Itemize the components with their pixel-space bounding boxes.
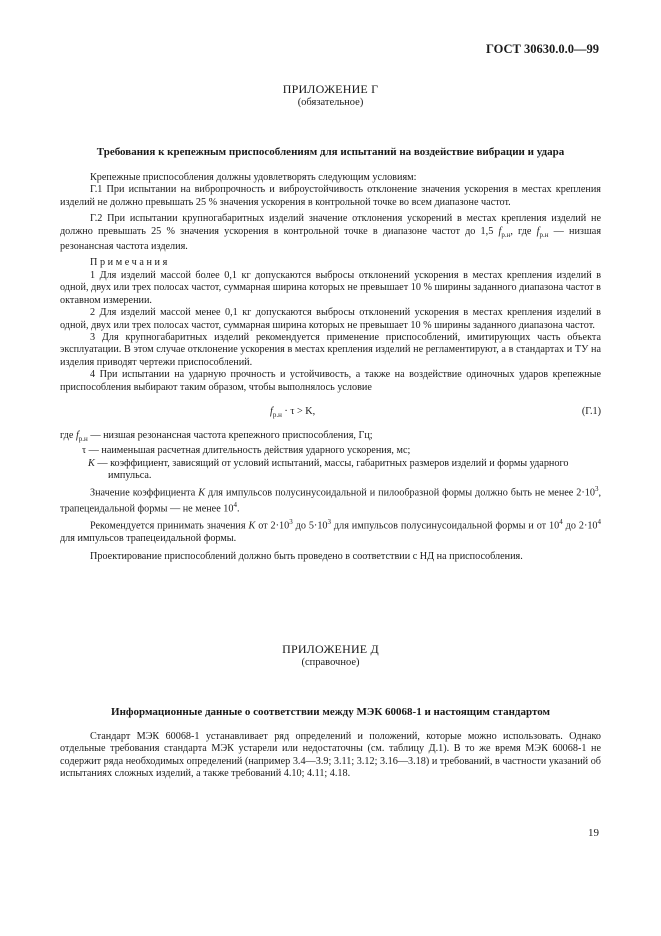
annex-d-title: ПРИЛОЖЕНИЕ Д — [282, 642, 379, 656]
annex-d-heading: Информационные данные о соответствии между МЭК 60068-1 и настоящим стандартом — [111, 706, 550, 718]
note-3: 3 Для крупногабаритных изделий рекомендуется применение приспособлений, имитирующих часть объекта эксплуатации. В этом случае отклонение ускорения в местах крепления изделий не регламентируют, а в стандартах и ТУ на изделия приводят чертежи приспособлений. — [60, 331, 601, 368]
clause-g1: Г.1 При испытании на вибропрочность и виброустойчивость отклонение значения ускорения в местах крепления изделий не должно превышать 25 % значения ускорения в контрольной точке во всем диапазоне частот. — [60, 184, 601, 208]
note-1: 1 Для изделий массой более 0,1 кг допускаются выбросы отклонений ускорения в местах крепления изделий в одной, двух или трех полосах частот, суммарная ширина которых не превышает 10 % ширины заданного диапазона частот в октавном измерении. — [60, 269, 601, 306]
annex-g-body — [60, 172, 601, 564]
formula-number: (Г.1) — [581, 405, 601, 417]
formula-expression: $f_{р.н} \cdot \tau > K$, — [270, 405, 316, 419]
annex-g-title: ПРИЛОЖЕНИЕ Г — [282, 82, 379, 96]
note-2: 2 Для изделий массой менее 0,1 кг допускаются выбросы отклонений ускорения в местах крепления изделий в одной, двух или трех полосах частот, суммарная ширина которых не превышает 10 % ширины заданного диапазона частот. — [60, 307, 601, 331]
note-4: 4 При испытании на ударную прочность и устойчивость, а также на воздействие одиночных ударов крепежные приспособления выбирают таким образом, чтобы выполнялось условие — [60, 369, 601, 393]
page-number: 19 — [588, 827, 599, 839]
where-tau: τ — наименьшая расчетная длительность действия ударного ускорения, мс; — [82, 445, 411, 457]
where-k: K — коэффициент, зависящий от условий испытаний, массы, габаритных размеров изделий и формы ударного импульса. — [88, 457, 569, 482]
notes-title: Примечания — [90, 257, 170, 269]
intro-paragraph: Крепежные приспособления должны удовлетворять следующим условиям: — [90, 172, 417, 183]
annex-d-status: (справочное) — [301, 657, 360, 668]
annex-d-paragraph: Стандарт МЭК 60068-1 устанавливает ряд определений и положений, которые можно использовать. Однако отдельные требования стандарта МЭК устарели или недостаточны (см. таблицу Д.1). В то же время МЭК 60068-1 не содержит ряда необходимых определений (например 3.4—3.9; 3.11; 3.12; 3.16—3.18) и требований, в частности указаний об испытаниях сложных изделий, а также требований 4.10; 4.11; 4.18. — [60, 731, 601, 780]
document-code: ГОСТ 30630.0.0—99 — [485, 42, 599, 56]
clause-g2: Г.2 При испытании крупногабаритных изделий значение отклонения ускорений в местах крепления изделий не должно превышать 25 % значения ускорения в контрольной точке в диапазоне частот до 1,5 $f_{р.н}$, где $f_{р.н}$ — низшая резонансная частота изделия. — [60, 213, 602, 253]
annex-g-heading: Требования к крепежным приспособлениям для испытаний на воздействие вибрации и удара — [96, 146, 565, 158]
annex-d-body — [60, 731, 601, 781]
annex-d-title-block — [60, 642, 601, 668]
recommendation-paragraph: Рекомендуется принимать значения K от $2\cdot 10^3$ до $5\cdot 10^3$ для импульсов полусинусоидальной формы и от $10^4$ до $2\cdot 10^4$ для импульсов трапецеидальной формы. — [60, 518, 602, 544]
where-f: где $f_{р.н}$ — низшая резонансная частота крепежного приспособления, Гц; — [60, 429, 373, 443]
formula-g1 — [60, 402, 601, 424]
design-paragraph: Проектирование приспособлений должно быть проведено в соответствии с НД на приспособления. — [90, 551, 523, 563]
annex-g-title-block — [60, 82, 601, 108]
k-value-paragraph: Значение коэффициента K для импульсов полусинусоидальной и пилообразной формы должно быть не менее $2\cdot 10^3$, трапецеидальной формы — не менее $10^4$. — [60, 484, 602, 515]
annex-g-status: (обязательное) — [297, 97, 364, 108]
